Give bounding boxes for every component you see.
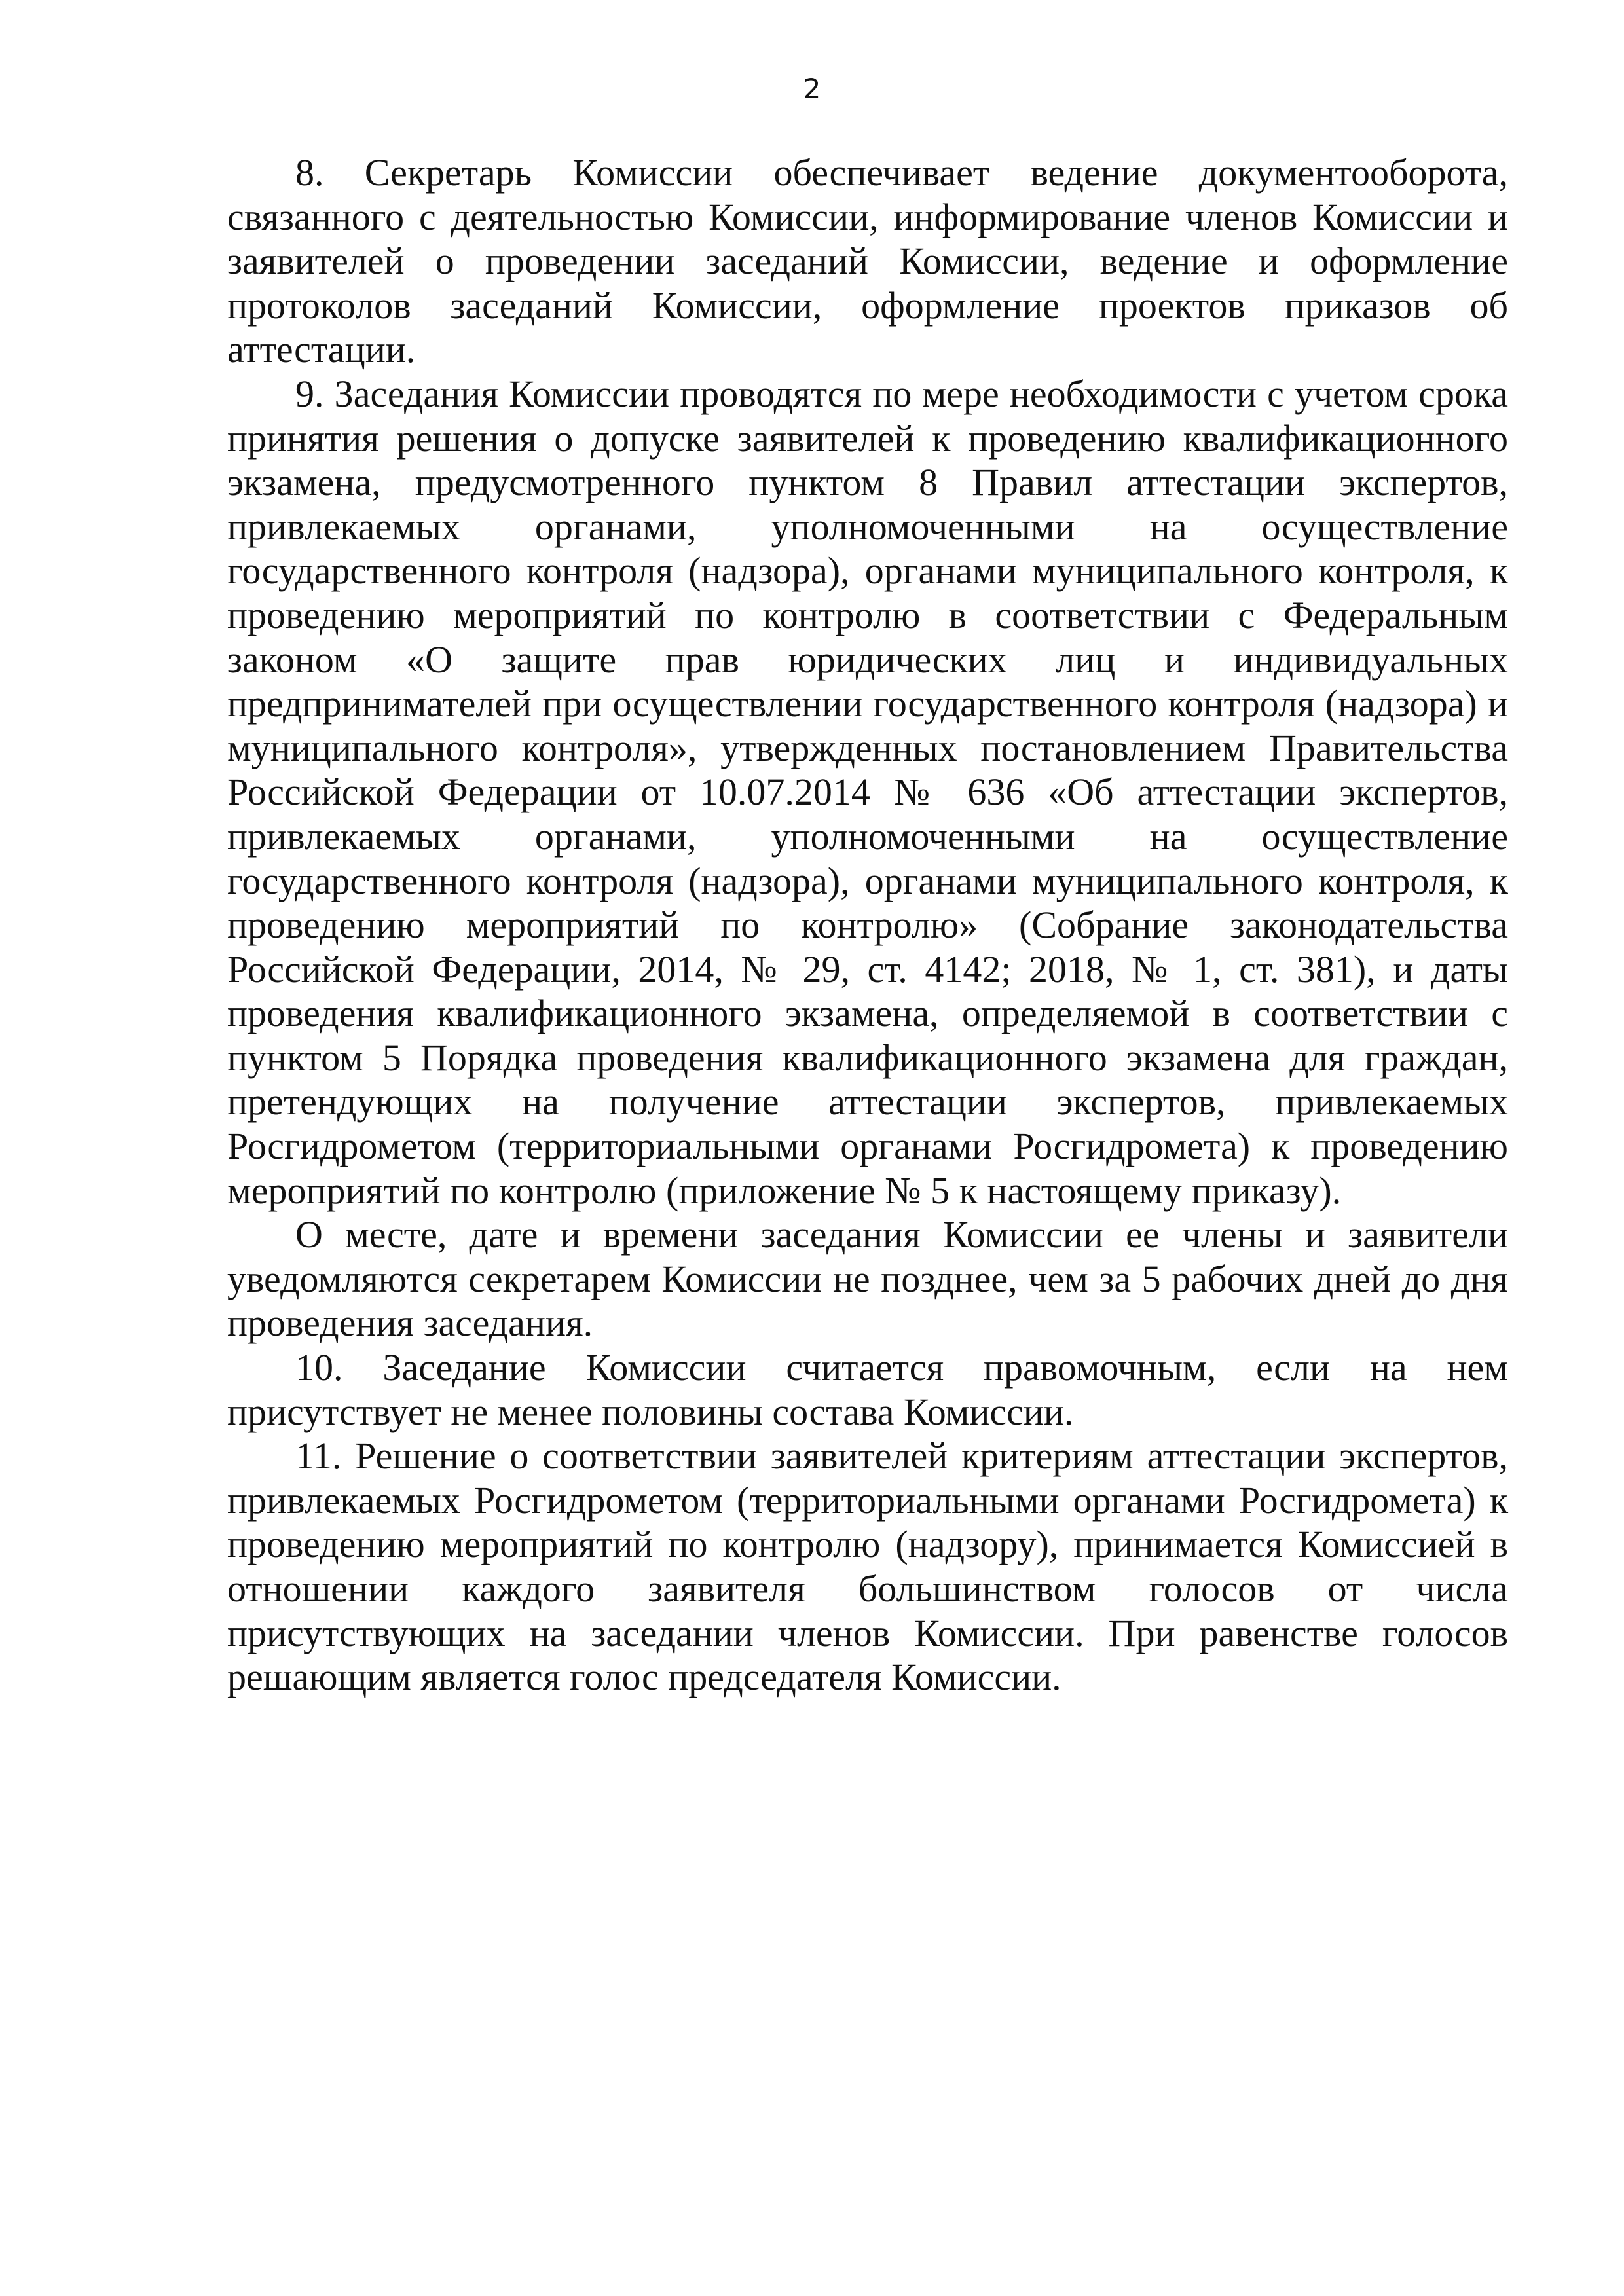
document-body — [227, 151, 1508, 1700]
paragraph-11: 11. Решение о соответствии заявителей критериям аттестации экспертов, привлекаемых Росгидрометом (территориальными органами Росгидромета) к проведению мероприятий по контролю (надзору), принимается Комиссией в отношении каждого заявителя большинством голосов от числа присутствующих на заседании членов Комиссии. При равенстве голосов решающим является голос председателя Комиссии. — [227, 1434, 1508, 1699]
page-number: 2 — [803, 73, 821, 105]
paragraph-8: 8. Секретарь Комиссии обеспечивает ведение документооборота, связанного с деятельностью Комиссии, информирование членов Комиссии и заявителей о проведении заседаний Комиссии, ведение и оформление протоколов заседаний Комиссии, оформление проектов приказов об аттестации. — [227, 151, 1508, 371]
paragraph-9: 9. Заседания Комиссии проводятся по мере необходимости с учетом срока принятия решения о допуске заявителей к проведению квалификационного экзамена, предусмотренного пунктом 8 Правил аттестации экспертов, привлекаемых органами, уполномоченными на осуществление государственного контроля (надзора), органами муниципального контроля, к проведению мероприятий по контролю в соответствии с Федеральным законом «О защите прав юридических лиц и индивидуальных предпринимателей при осуществлении государственного контроля (надзора) и муниципального контроля», утвержденных постановлением Правительства Российской Федерации от 10.07.2014 № 636 «Об аттестации экспертов, привлекаемых органами, уполномоченными на осуществление государственного контроля (надзора), органами муниципального контроля, к проведению мероприятий по контролю» (Собрание законодательства Российской Федерации, 2014, № 29, ст. 4142; 2018, № 1, ст. 381), и даты проведения квалификационного экзамена, определяемой в соответствии с пунктом 5 Порядка проведения квалификационного экзамена для граждан, претендующих на получение аттестации экспертов, привлекаемых Росгидрометом (территориальными органами Росгидромета) к проведению мероприятий по контролю (приложение № 5 к настоящему приказу). — [227, 372, 1508, 1212]
paragraph-10: 10. Заседание Комиссии считается правомочным, если на нем присутствует не менее половины состава Комиссии. — [227, 1346, 1508, 1433]
paragraph-9-notification: О месте, дате и времени заседания Комиссии ее члены и заявители уведомляются секретарем Комиссии не позднее, чем за 5 рабочих дней до дня проведения заседания. — [227, 1213, 1508, 1345]
